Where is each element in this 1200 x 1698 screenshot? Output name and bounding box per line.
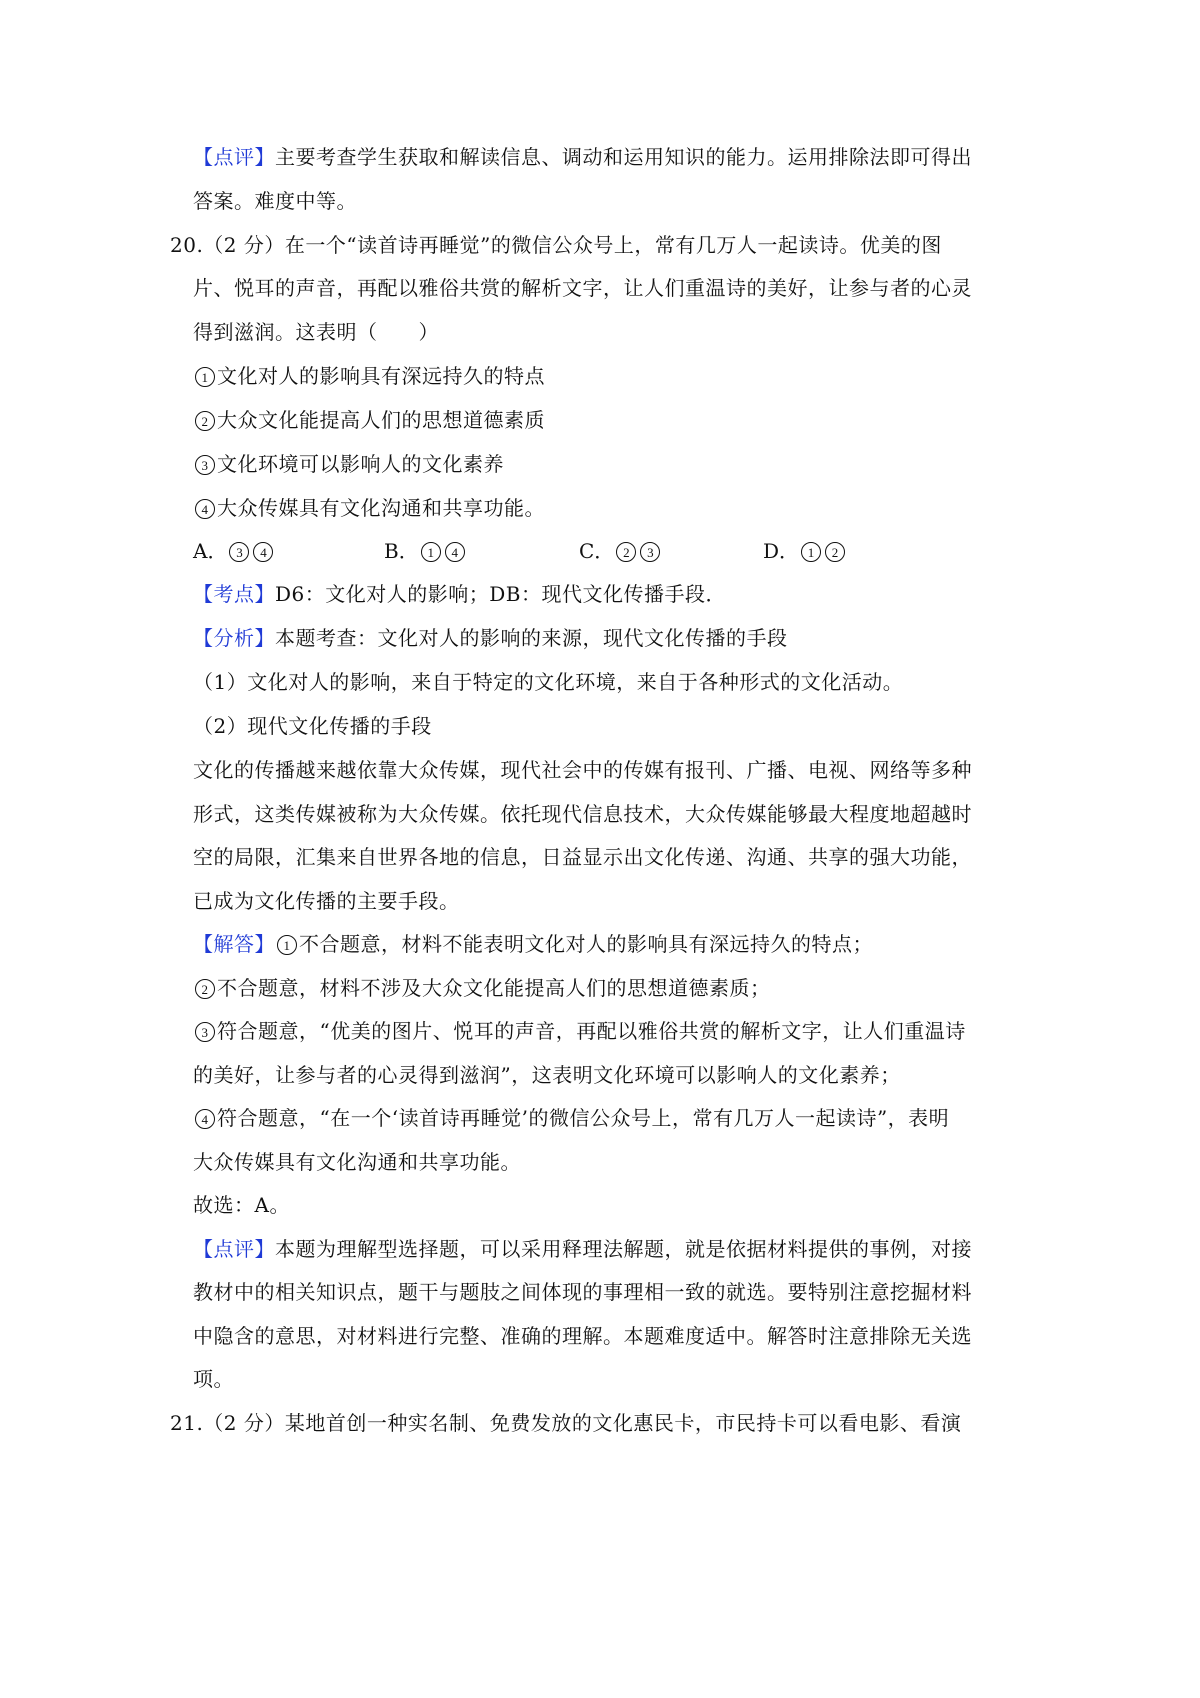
q20-dianping-2: 教材中的相关知识点，题干与题肢之间体现的事理相一致的就选。要特别注意挖掘材料	[193, 1280, 972, 1304]
q20-option-a: A． 3 4	[193, 536, 275, 566]
q20-option-c: C． 2 3	[579, 536, 662, 566]
q20-jieda-2: 2 不合题意，材料不涉及大众文化能提高人们的思想道德素质；	[193, 973, 771, 1003]
circled-number: 1	[195, 367, 215, 387]
circled-number: 2	[195, 411, 215, 431]
circled-number: 4	[195, 499, 215, 519]
q20-fenxi-point-2: （2）现代文化传播的手段	[193, 714, 432, 738]
q20-kaodian: 【考点】D6：文化对人的影响；DB：现代文化传播手段．	[193, 582, 726, 606]
q20-jieda-4-cont: 大众传媒具有文化沟通和共享功能。	[193, 1150, 521, 1174]
q20-dianping-3: 中隐含的意思，对材料进行完整、准确的理解。本题难度适中。解答时注意排除无关选	[193, 1324, 972, 1348]
q20-item-4: 4 大众传媒具有文化沟通和共享功能。	[193, 493, 545, 523]
q20-jieda-3: 3 符合题意，“优美的图片、悦耳的声音，再配以雅俗共赏的解析文字，让人们重温诗	[193, 1016, 966, 1046]
q21-stem-line-1: 21.（2 分）某地首创一种实名制、免费发放的文化惠民卡，市民持卡可以看电影、看演	[170, 1411, 962, 1435]
q20-answer: 故选：A。	[193, 1193, 290, 1217]
prev-comment-line-1: 【点评】主要考查学生获取和解读信息、调动和运用知识的能力。运用排除法即可得出	[193, 145, 972, 169]
q20-fenxi-para-4: 已成为文化传播的主要手段。	[193, 889, 460, 913]
q20-fenxi-para-2: 形式，这类传媒被称为大众传媒。依托现代信息技术，大众传媒能够最大程度地超越时	[193, 802, 972, 826]
q20-stem-line-3: 得到滋润。这表明（ ）	[193, 320, 439, 344]
q20-jieda-4: 4 符合题意，“在一个‘读首诗再睡觉’的微信公众号上，常有几万人一起读诗”，表明	[193, 1103, 949, 1133]
fenxi-tag: 【分析】	[193, 626, 275, 650]
q20-item-1: 1 文化对人的影响具有深远持久的特点	[193, 361, 545, 391]
q20-fenxi-point-1: （1）文化对人的影响，来自于特定的文化环境，来自于各种形式的文化活动。	[193, 670, 904, 694]
kaodian-tag: 【考点】	[193, 582, 275, 606]
q20-item-2: 2 大众文化能提高人们的思想道德素质	[193, 405, 545, 435]
q20-jieda-3-cont: 的美好，让参与者的心灵得到滋润”，这表明文化环境可以影响人的文化素养；	[193, 1063, 901, 1087]
prev-comment-line-2: 答案。难度中等。	[193, 189, 357, 213]
circled-number: 3	[195, 455, 215, 475]
q20-fenxi-para-3: 空的局限，汇集来自世界各地的信息，日益显示出文化传递、沟通、共享的强大功能，	[193, 845, 972, 869]
comment-tag: 【点评】	[193, 145, 275, 169]
q20-dianping-1: 【点评】本题为理解型选择题，可以采用释理法解题，就是依据材料提供的事例，对接	[193, 1237, 972, 1261]
q20-stem-line-1: 20.（2 分）在一个“读首诗再睡觉”的微信公众号上，常有几万人一起读诗。优美的图	[170, 233, 942, 257]
q20-jieda-1: 【解答】 1 不合题意，材料不能表明文化对人的影响具有深远持久的特点；	[193, 932, 873, 956]
q20-stem-line-2: 片、悦耳的声音，再配以雅俗共赏的解析文字，让人们重温诗的美好，让参与者的心灵	[193, 276, 972, 300]
q20-dianping-4: 项。	[193, 1367, 234, 1391]
q20-item-3: 3 文化环境可以影响人的文化素养	[193, 449, 504, 479]
q20-fenxi-para-1: 文化的传播越来越依靠大众传媒，现代社会中的传媒有报刊、广播、电视、网络等多种	[193, 758, 972, 782]
q20-option-b: B． 1 4	[384, 536, 467, 566]
q20-fenxi: 【分析】本题考查：文化对人的影响的来源，现代文化传播的手段	[193, 626, 788, 650]
jieda-tag: 【解答】	[193, 932, 275, 956]
dianping-tag: 【点评】	[193, 1237, 275, 1261]
q20-option-d: D． 1 2	[763, 536, 847, 566]
